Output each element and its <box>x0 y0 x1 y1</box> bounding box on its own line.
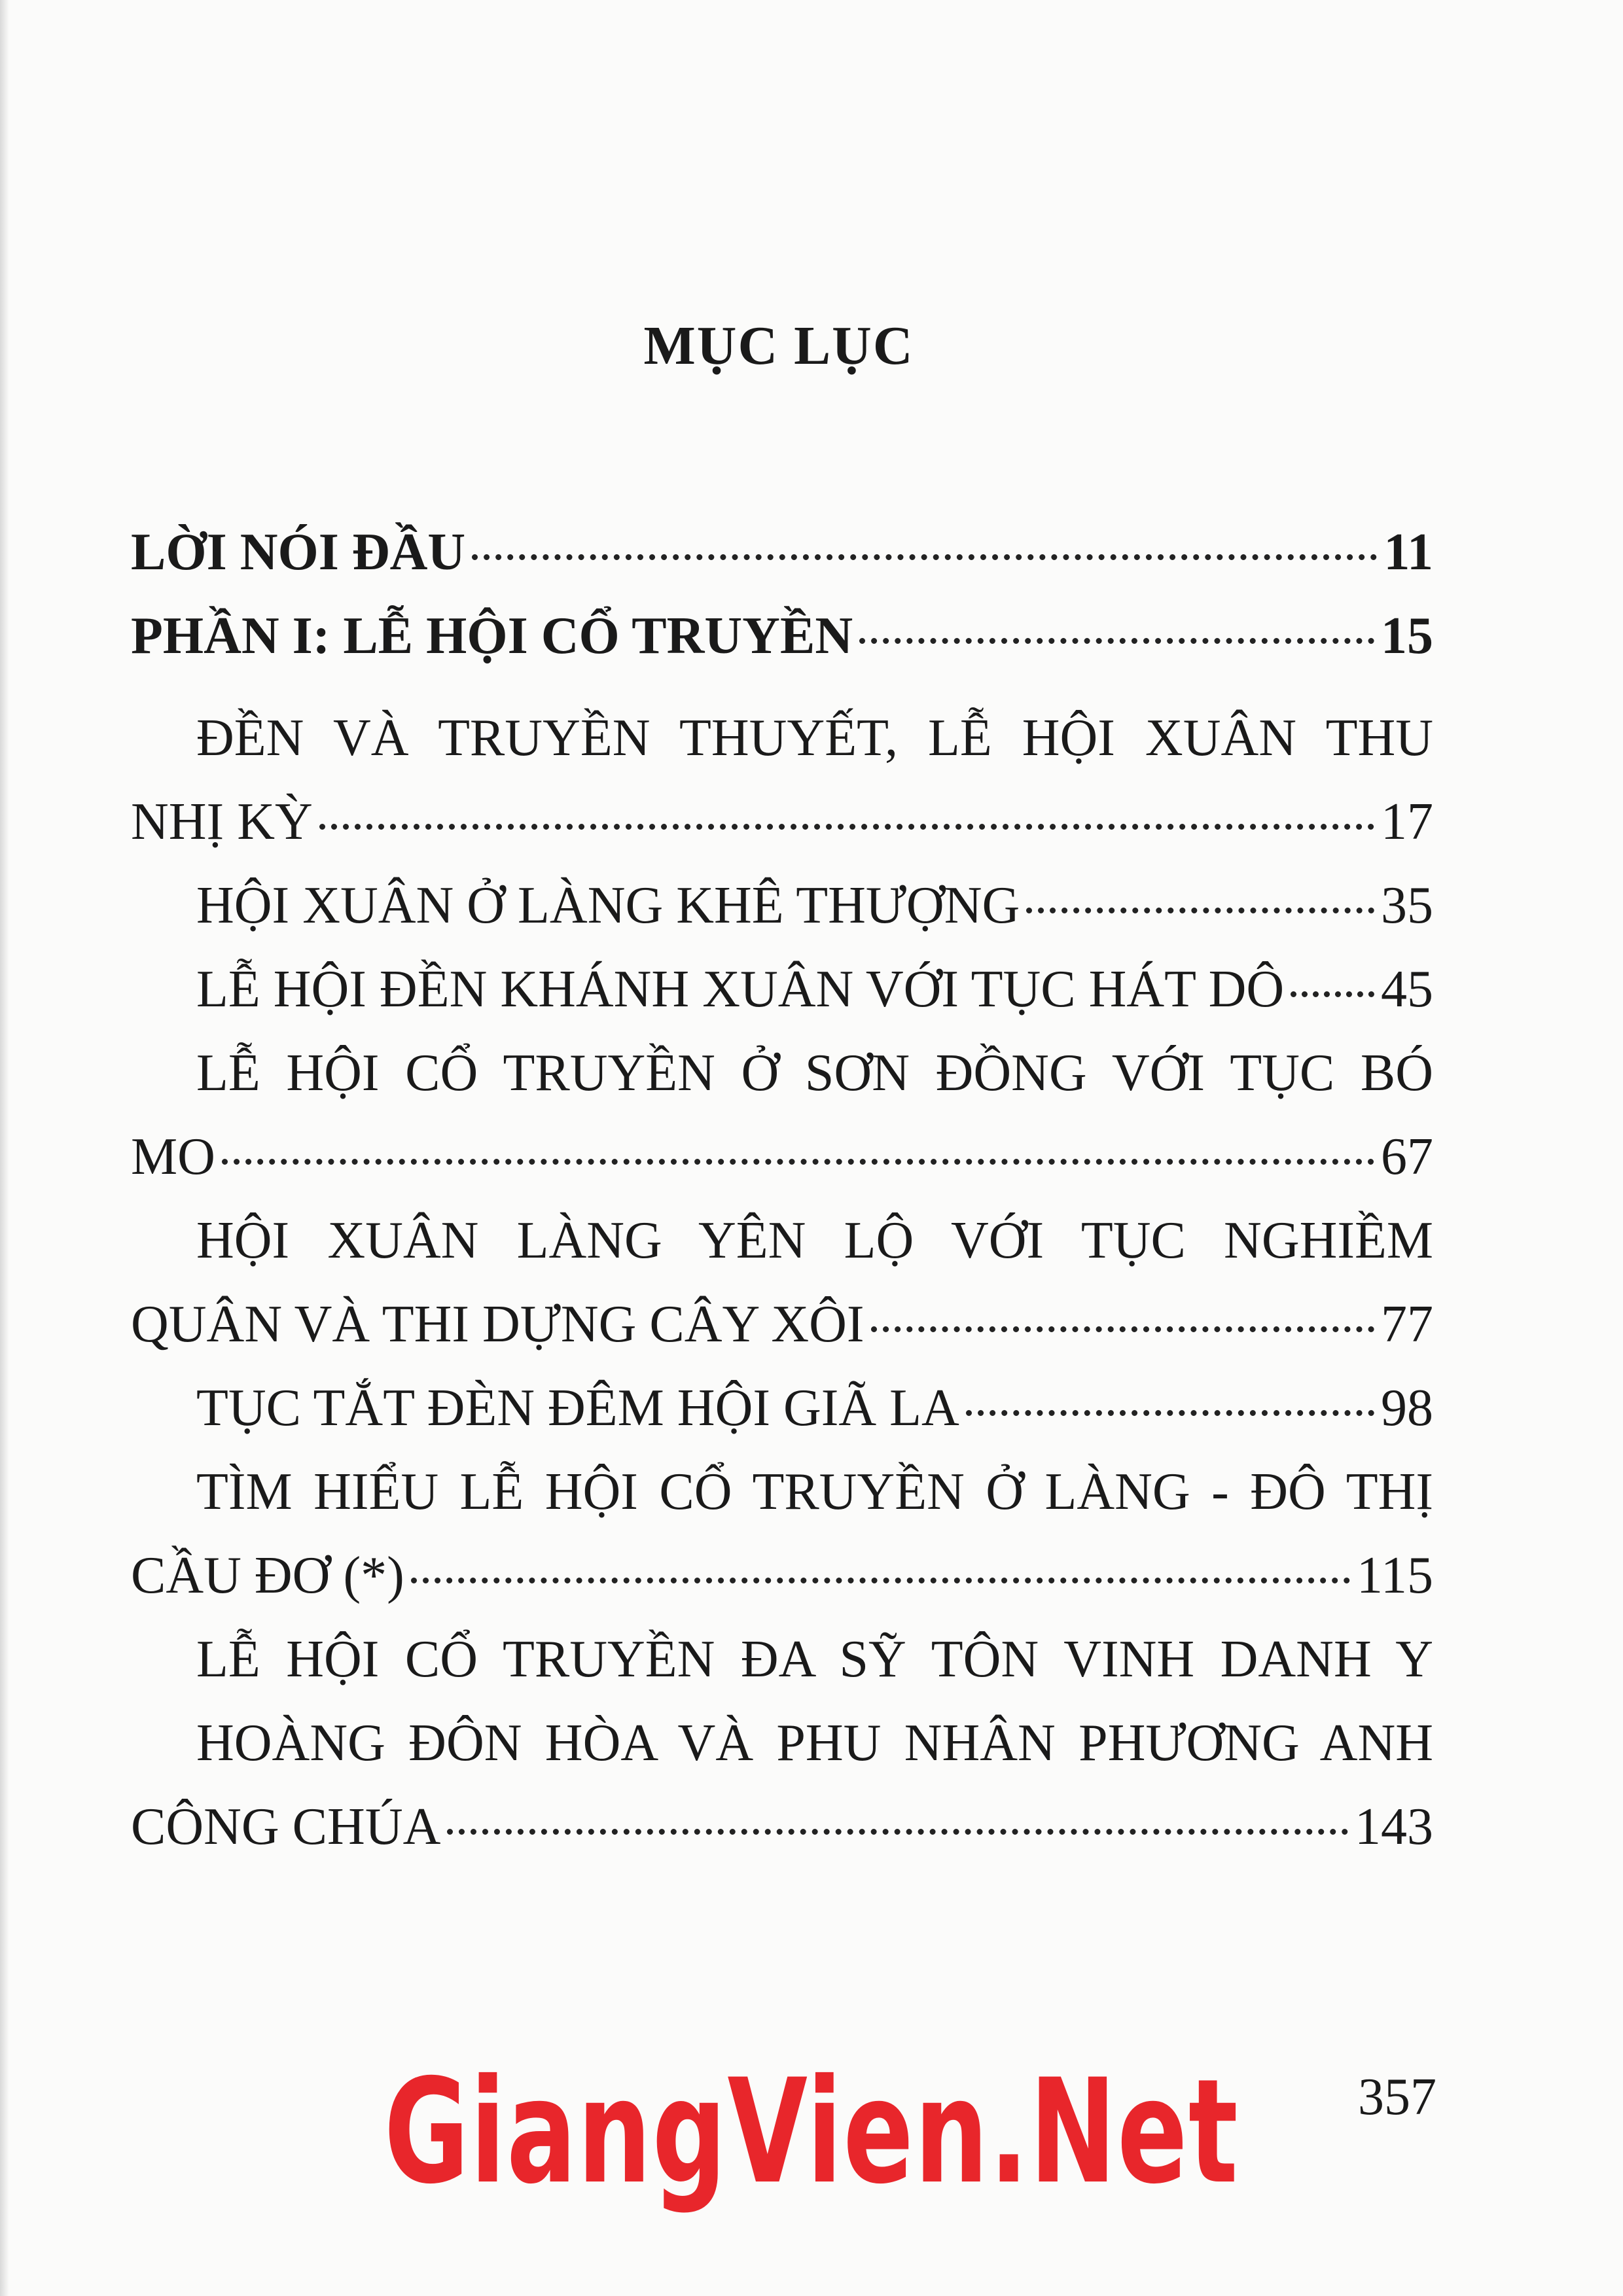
toc-entry-text: CẦU ĐƠ (*) <box>131 1547 404 1604</box>
dot-leader <box>447 1829 1348 1835</box>
toc-entry-text: LỜI NÓI ĐẦU <box>131 523 466 581</box>
toc-entry-text: NHỊ KỲ <box>131 793 313 851</box>
page-title: MỤC LỤC <box>643 315 914 376</box>
toc-page-number: 17 <box>1381 793 1433 851</box>
toc-page-number: 115 <box>1356 1547 1433 1604</box>
dot-leader <box>472 554 1377 560</box>
toc-entry <box>131 1031 1433 1199</box>
dot-leader <box>319 824 1374 830</box>
toc-entry-text: ĐỀN VÀ TRUYỀN THUYẾT, LỄ HỘI XUÂN THU <box>196 709 1433 767</box>
toc-entry <box>131 1366 1433 1450</box>
toc-page-number: 67 <box>1381 1128 1433 1186</box>
toc-entry-text: QUÂN VÀ THI DỰNG CÂY XÔI <box>131 1296 865 1353</box>
toc-page-number: 35 <box>1381 877 1433 934</box>
toc-entry <box>131 864 1433 947</box>
table-of-contents <box>131 510 1433 1869</box>
toc-entry-text: PHẦN I: LỄ HỘI CỔ TRUYỀN <box>131 607 853 665</box>
section-spacer <box>131 678 1433 696</box>
toc-page-number: 143 <box>1355 1798 1433 1856</box>
toc-entry <box>131 594 1433 678</box>
toc-page-number: 98 <box>1381 1379 1433 1437</box>
toc-entry-text: LỄ HỘI CỔ TRUYỀN Ở SƠN ĐỒNG VỚI TỤC BÓ <box>196 1044 1433 1102</box>
toc-page-number: 77 <box>1381 1296 1433 1353</box>
toc-entry <box>131 696 1433 864</box>
dot-leader <box>966 1410 1374 1416</box>
dot-leader <box>1026 908 1374 913</box>
dot-leader <box>222 1159 1374 1165</box>
toc-entry-text: HOÀNG ĐÔN HÒA VÀ PHU NHÂN PHƯƠNG ANH <box>196 1714 1433 1772</box>
toc-page-number: 15 <box>1381 607 1433 665</box>
toc-entry <box>131 947 1433 1031</box>
toc-entry-text: MO <box>131 1128 215 1186</box>
dot-leader <box>871 1326 1374 1332</box>
toc-entry-text: TỤC TẮT ĐÈN ĐÊM HỘI GIÃ LA <box>196 1379 959 1437</box>
toc-entry <box>131 1617 1433 1869</box>
toc-entry-text: HỘI XUÂN Ở LÀNG KHÊ THƯỢNG <box>196 877 1020 934</box>
toc-page-number: 45 <box>1381 961 1433 1018</box>
page-number: 357 <box>1358 2068 1436 2126</box>
toc-entry <box>131 1450 1433 1617</box>
toc-entry-text: HỘI XUÂN LÀNG YÊN LỘ VỚI TỤC NGHIỀM <box>196 1212 1433 1269</box>
toc-entry-text: TÌM HIỂU LỄ HỘI CỔ TRUYỀN Ở LÀNG - ĐÔ THỊ <box>196 1463 1433 1521</box>
dot-leader <box>1291 991 1374 997</box>
toc-entry-text: CÔNG CHÚA <box>131 1798 441 1856</box>
toc-entry-text: LỄ HỘI ĐỀN KHÁNH XUÂN VỚI TỤC HÁT DÔ <box>196 961 1285 1018</box>
watermark-logo: GiangVien.Net <box>383 2048 1240 2216</box>
toc-entry-text: LỄ HỘI CỔ TRUYỀN ĐA SỸ TÔN VINH DANH Y <box>196 1631 1433 1688</box>
toc-entry <box>131 510 1433 594</box>
toc-entry <box>131 1199 1433 1366</box>
toc-page-number: 11 <box>1383 523 1433 581</box>
dot-leader <box>859 638 1374 644</box>
dot-leader <box>411 1578 1350 1583</box>
